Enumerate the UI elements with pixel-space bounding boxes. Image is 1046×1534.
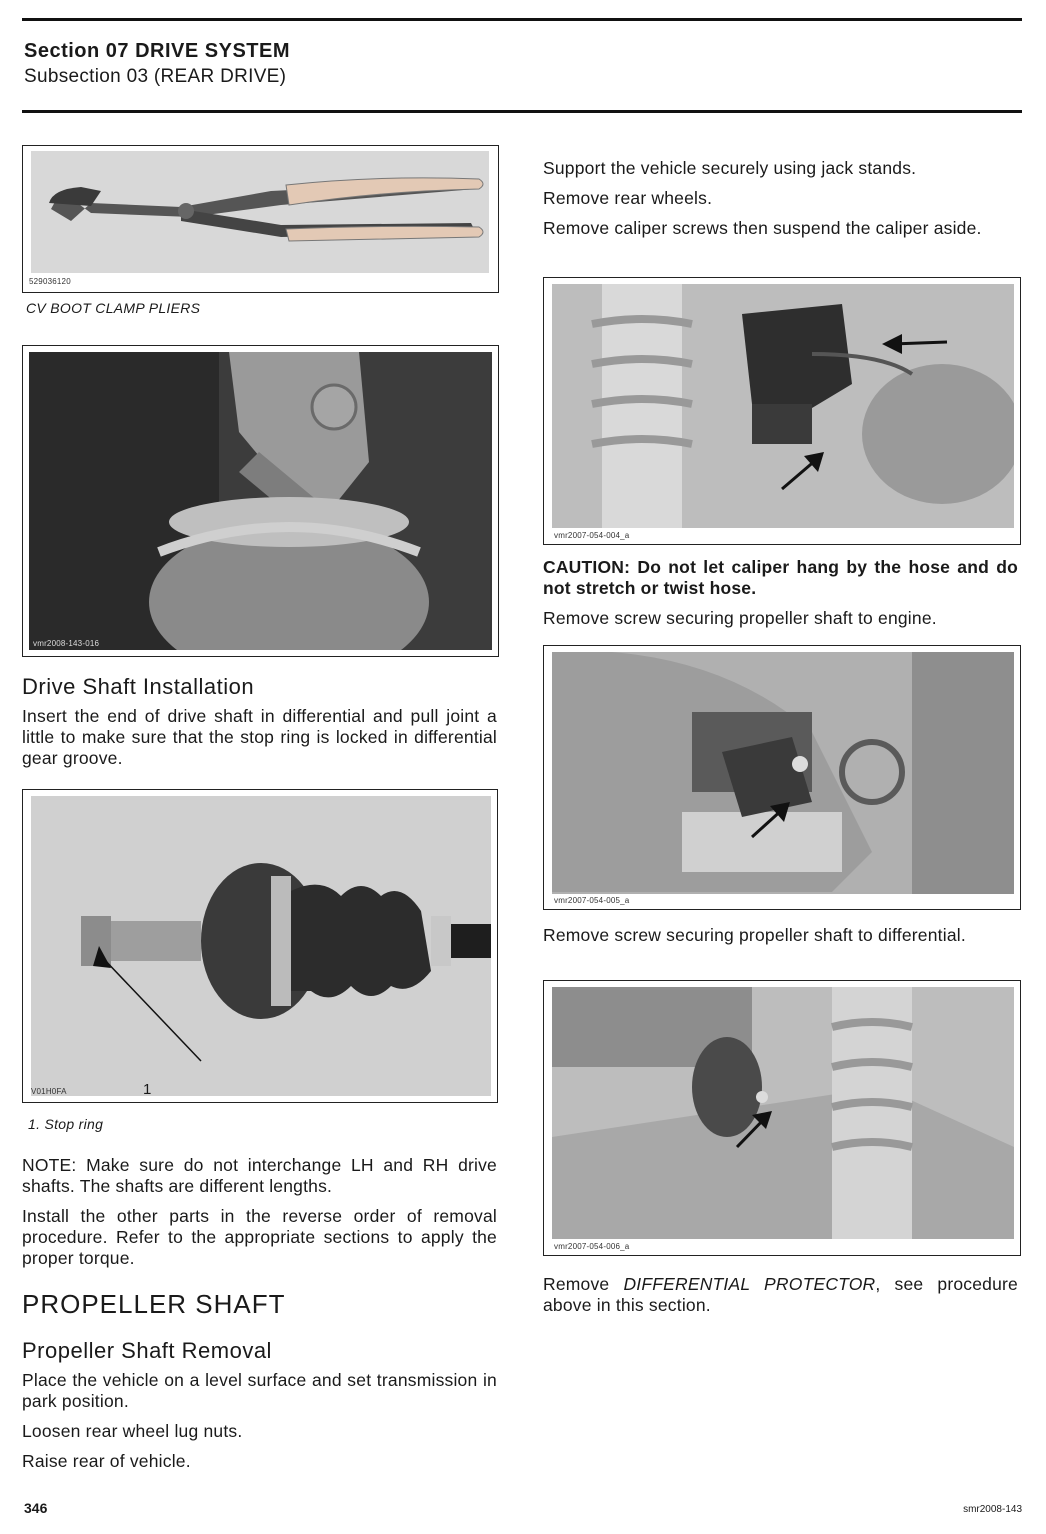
figure-code: vmr2007-054-006_a (554, 1242, 630, 1251)
paragraph-remove-caliper: Remove caliper screws then suspend the caliper aside. (543, 218, 982, 238)
heading-drive-shaft-installation: Drive Shaft Installation (22, 674, 255, 699)
subsection-title: Subsection 03 (REAR DRIVE) (24, 66, 287, 87)
paragraph-remove-screw-differential: Remove screw securing propeller shaft to differential. (543, 925, 966, 945)
engine-screw-photo (552, 652, 1014, 894)
figure-engine-screw (543, 645, 1021, 910)
protector-text-end: , see procedure above in this section. (543, 1274, 1018, 1315)
figure-caption: CV BOOT CLAMP PLIERS (26, 300, 201, 316)
paragraph-reverse-order: Install the other parts in the reverse order of removal procedure. Refer to the appropriate sections to apply the proper torque. (22, 1206, 497, 1268)
figure-clamp-pliers (22, 145, 499, 293)
figure-caliper (543, 277, 1021, 545)
paragraph-remove-wheels: Remove rear wheels. (543, 188, 713, 208)
page-number: 346 (24, 1500, 48, 1516)
callout-number: 1 (143, 1081, 152, 1098)
figure-legend: 1. Stop ring (28, 1116, 104, 1132)
header-rule-top (22, 18, 1022, 21)
figure-differential-screw (543, 980, 1021, 1256)
note-paragraph (22, 1155, 497, 1197)
caliper-photo (552, 284, 1014, 528)
document-code: smr2008-143 (963, 1504, 1022, 1515)
caution-label: CAUTION: (543, 557, 631, 577)
differential-screw-photo (552, 987, 1014, 1239)
figure-code: V01H0FA (31, 1087, 67, 1096)
heading-propeller-shaft-removal: Propeller Shaft Removal (22, 1338, 272, 1363)
pliers-illustration (31, 151, 489, 273)
paragraph-place-vehicle: Place the vehicle on a level surface and set transmission in park position. (22, 1370, 497, 1411)
protector-text-start: Remove (543, 1274, 624, 1294)
caution-text: Do not let caliper hang by the hose and do not stretch or twist hose. (543, 557, 1018, 598)
figure-code: vmr2007-054-005_a (554, 896, 630, 905)
note-text: Make sure do not interchange LH and RH drive shafts. The shafts are different lengths. (22, 1155, 497, 1196)
figure-stop-ring (22, 789, 498, 1103)
drive-shaft-illustration (31, 796, 491, 1096)
paragraph-install: Insert the end of drive shaft in differential and pull joint a little to make sure that the stop ring is locked in differential gear groove. (22, 706, 497, 768)
paragraph-support-vehicle: Support the vehicle securely using jack stands. (543, 158, 917, 178)
section-title: Section 07 DRIVE SYSTEM (24, 40, 291, 62)
figure-code: 529036120 (29, 277, 71, 286)
paragraph-remove-screw-engine: Remove screw securing propeller shaft to engine. (543, 608, 937, 628)
figure-code: vmr2007-054-004_a (554, 531, 630, 540)
header-rule-bottom (22, 110, 1022, 113)
heading-propeller-shaft: PROPELLER SHAFT (22, 1289, 286, 1319)
figure-code: vmr2008-143-016 (33, 639, 100, 648)
protector-reference: DIFFERENTIAL PROTECTOR (623, 1274, 876, 1294)
figure-clamp-on-boot (22, 345, 499, 657)
paragraph-raise-vehicle: Raise rear of vehicle. (22, 1451, 191, 1471)
caution-paragraph (543, 557, 1018, 599)
paragraph-remove-differential-protector (543, 1274, 1018, 1316)
paragraph-loosen-nuts: Loosen rear wheel lug nuts. (22, 1421, 243, 1441)
note-label: NOTE: (22, 1155, 77, 1175)
clamp-photo (29, 352, 492, 650)
